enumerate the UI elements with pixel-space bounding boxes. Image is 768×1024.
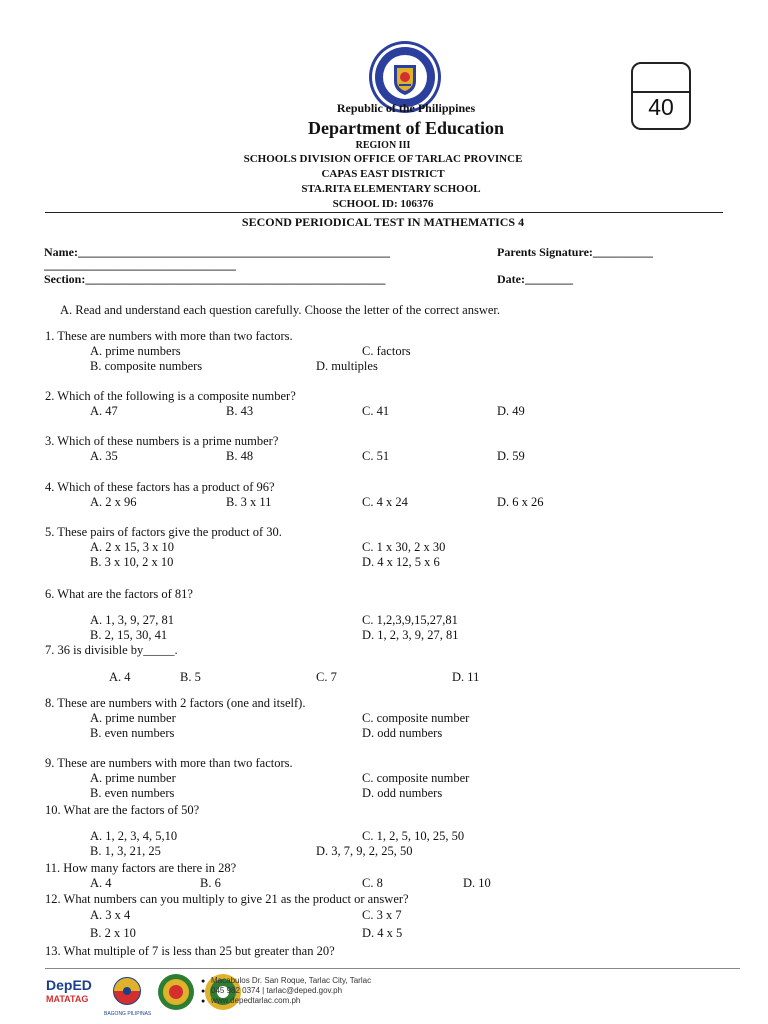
option-11c[interactable]: C. 8 (362, 876, 383, 890)
option-3a[interactable]: A. 35 (90, 449, 118, 463)
school-name: STA.RITA ELEMENTARY SCHOOL (301, 183, 481, 195)
option-6d[interactable]: D. 1, 2, 3, 9, 27, 81 (362, 628, 459, 642)
option-10c[interactable]: C. 1, 2, 5, 10, 25, 50 (362, 829, 465, 843)
option-7c[interactable]: C. 7 (316, 670, 337, 684)
option-5d[interactable]: D. 4 x 12, 5 x 6 (362, 555, 440, 569)
option-8b[interactable]: B. even numbers (90, 726, 175, 740)
option-10b[interactable]: B. 1, 3, 21, 25 (90, 844, 161, 858)
option-5b[interactable]: B. 3 x 10, 2 x 10 (90, 555, 174, 569)
bagong-pilipinas-text: BAGONG PILIPINAS (104, 1011, 152, 1017)
option-3b[interactable]: B. 48 (226, 449, 254, 463)
option-6a[interactable]: A. 1, 3, 9, 27, 81 (90, 613, 175, 627)
option-9c[interactable]: C. composite number (362, 771, 470, 785)
footer-rule (45, 968, 740, 969)
option-2a[interactable]: A. 47 (90, 404, 118, 418)
option-4d[interactable]: D. 6 x 26 (497, 495, 544, 509)
question-4: 4. Which of these factors has a product of 96? (45, 480, 275, 494)
option-7a[interactable]: A. 4 (109, 670, 131, 684)
score-divider (633, 91, 689, 93)
name-continuation-line[interactable]: ________________________________ (44, 258, 236, 272)
web-icon: ● (201, 997, 206, 1005)
option-12a[interactable]: A. 3 x 4 (90, 908, 131, 922)
option-6b[interactable]: B. 2, 15, 30, 41 (90, 628, 168, 642)
school-id: SCHOOL ID: 106376 (332, 198, 434, 210)
option-1c[interactable]: C. factors (362, 344, 411, 358)
option-12d[interactable]: D. 4 x 5 (362, 926, 403, 940)
option-8a[interactable]: A. prime number (90, 711, 176, 725)
question-1: 1. These are numbers with more than two factors. (45, 329, 293, 343)
option-1b[interactable]: B. composite numbers (90, 359, 203, 373)
option-2d[interactable]: D. 49 (497, 404, 525, 418)
option-6c[interactable]: C. 1,2,3,9,15,27,81 (362, 613, 458, 627)
republic-text: Republic of the Philippines (336, 101, 476, 115)
option-2c[interactable]: C. 41 (362, 404, 390, 418)
question-10: 10. What are the factors of 50? (45, 803, 200, 817)
district-text: CAPAS EAST DISTRICT (321, 168, 445, 180)
option-10d[interactable]: D. 3, 7, 9, 2, 25, 50 (316, 844, 413, 858)
option-1a[interactable]: A. prime numbers (90, 344, 181, 358)
option-7d[interactable]: D. 11 (452, 670, 480, 684)
option-9a[interactable]: A. prime number (90, 771, 176, 785)
footer-website[interactable]: www.depedtarlac.com.ph (211, 996, 301, 1005)
option-5a[interactable]: A. 2 x 15, 3 x 10 (90, 540, 175, 554)
option-9d[interactable]: D. odd numbers (362, 786, 443, 800)
option-8c[interactable]: C. composite number (362, 711, 470, 725)
option-5c[interactable]: C. 1 x 30, 2 x 30 (362, 540, 446, 554)
phone-icon: ● (201, 987, 206, 995)
deped-wordmark: DepED (46, 977, 92, 993)
name-field[interactable]: Name:____________________________________________________ (44, 245, 390, 259)
matatag-wordmark: MATATAG (46, 994, 89, 1004)
option-7b[interactable]: B. 5 (180, 670, 201, 684)
question-11: 11. How many factors are there in 28? (45, 861, 237, 875)
score-box (631, 62, 691, 130)
option-10a[interactable]: A. 1, 2, 3, 4, 5,10 (90, 829, 178, 843)
division-seal (156, 972, 196, 1012)
division-text: SCHOOLS DIVISION OFFICE OF TARLAC PROVINCE (243, 153, 523, 165)
date-field[interactable]: Date:________ (497, 272, 573, 286)
parents-signature-field[interactable]: Parents Signature:__________ (497, 245, 653, 259)
option-11b[interactable]: B. 6 (200, 876, 221, 890)
deped-logo (46, 978, 102, 1010)
question-8: 8. These are numbers with 2 factors (one and itself). (45, 696, 306, 710)
option-3c[interactable]: C. 51 (362, 449, 390, 463)
footer-address: Macabulos Dr. San Roque, Tarlac City, Tarlac (211, 976, 372, 985)
option-2b[interactable]: B. 43 (226, 404, 254, 418)
total-score: 40 (648, 94, 674, 120)
footer-contact: 045 982 0374 | tarlac@deped.gov.ph (211, 986, 343, 995)
option-12b[interactable]: B. 2 x 10 (90, 926, 136, 940)
option-11d[interactable]: D. 10 (463, 876, 491, 890)
question-7: 7. 36 is divisible by_____. (45, 643, 178, 657)
location-icon: ● (201, 977, 206, 985)
question-6: 6. What are the factors of 81? (45, 587, 193, 601)
question-13: 13. What multiple of 7 is less than 25 but greater than 20? (45, 944, 335, 958)
option-11a[interactable]: A. 4 (90, 876, 112, 890)
header-rule (45, 212, 723, 213)
option-3d[interactable]: D. 59 (497, 449, 525, 463)
question-3: 3. Which of these numbers is a prime number? (45, 434, 279, 448)
question-2: 2. Which of the following is a composite number? (45, 389, 296, 403)
option-8d[interactable]: D. odd numbers (362, 726, 443, 740)
option-4c[interactable]: C. 4 x 24 (362, 495, 408, 509)
region-text: REGION III (355, 140, 411, 151)
option-4a[interactable]: A. 2 x 96 (90, 495, 137, 509)
instruction-text: A. Read and understand each question carefully. Choose the letter of the correct answer. (60, 303, 500, 317)
question-12: 12. What numbers can you multiply to give 21 as the product or answer? (45, 892, 409, 906)
option-1d[interactable]: D. multiples (316, 359, 378, 373)
question-5: 5. These pairs of factors give the product of 30. (45, 525, 282, 539)
bagong-pilipinas-logo (104, 974, 150, 1020)
option-9b[interactable]: B. even numbers (90, 786, 175, 800)
question-9: 9. These are numbers with more than two factors. (45, 756, 293, 770)
department-title: Department of Education (308, 118, 504, 138)
option-4b[interactable]: B. 3 x 11 (226, 495, 272, 509)
option-12c[interactable]: C. 3 x 7 (362, 908, 402, 922)
section-field[interactable]: Section:__________________________________________________ (44, 272, 386, 286)
test-title: SECOND PERIODICAL TEST IN MATHEMATICS 4 (241, 215, 525, 229)
